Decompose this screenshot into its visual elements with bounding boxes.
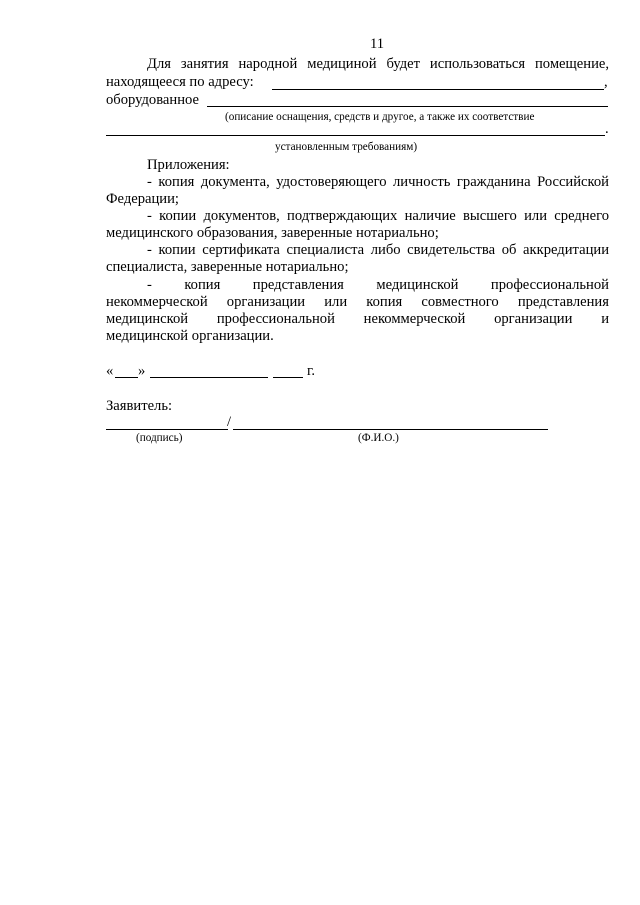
attachment-item-1-line-2: Федерации; bbox=[106, 191, 179, 207]
address-field-line bbox=[272, 89, 604, 90]
date-year-field bbox=[273, 377, 303, 378]
address-comma: , bbox=[604, 74, 608, 90]
equipment-field-line bbox=[207, 106, 608, 107]
address-label: находящееся по адресу: bbox=[106, 74, 254, 90]
attachment-item-1-line-1: - копия документа, удостоверяющего личность гражданина Российской bbox=[147, 174, 609, 190]
applicant-label: Заявитель: bbox=[106, 398, 173, 414]
date-year-suffix: г. bbox=[307, 363, 315, 379]
attachment-item-2-line-1: - копии документов, подтверждающих наличие высшего или среднего bbox=[147, 208, 609, 224]
attachment-item-3-line-1: - копии сертификата специалиста либо свидетельства об аккредитации bbox=[147, 242, 609, 258]
full-name-field-line bbox=[233, 429, 548, 430]
attachments-heading: Приложения: bbox=[147, 157, 230, 173]
equipped-label: оборудованное bbox=[106, 92, 199, 108]
attachment-item-4-line-1: - копия представления медицинской профессиональной bbox=[147, 277, 609, 293]
requirements-caption: установленным требованиям) bbox=[275, 141, 418, 153]
signature-field-line bbox=[106, 429, 228, 430]
intro-line-1: Для занятия народной медициной будет использоваться помещение, bbox=[147, 56, 609, 72]
attachment-item-4-line-4: медицинской организации. bbox=[106, 328, 274, 344]
date-day-field bbox=[115, 377, 138, 378]
attachment-item-4-line-3: медицинской профессиональной некоммерческой организации и bbox=[106, 311, 609, 327]
date-close-quote: » bbox=[138, 363, 146, 379]
signature-caption: (подпись) bbox=[136, 432, 183, 444]
date-month-field bbox=[150, 377, 268, 378]
page-number: 11 bbox=[370, 36, 385, 52]
date-open-quote: « bbox=[106, 363, 114, 379]
attachment-item-3-line-2: специалиста, заверенные нотариально; bbox=[106, 259, 349, 275]
full-name-caption: (Ф.И.О.) bbox=[358, 432, 399, 444]
equipment-period: . bbox=[605, 121, 609, 137]
attachment-item-2-line-2: медицинского образования, заверенные нотариально; bbox=[106, 225, 439, 241]
signature-name-separator: / bbox=[227, 414, 232, 430]
attachment-item-4-line-2: некоммерческой организации или копия совместного представления bbox=[106, 294, 609, 310]
equipment-continuation-line bbox=[106, 135, 605, 136]
equipment-caption: (описание оснащения, средств и другое, а также их соответствие bbox=[225, 111, 535, 123]
